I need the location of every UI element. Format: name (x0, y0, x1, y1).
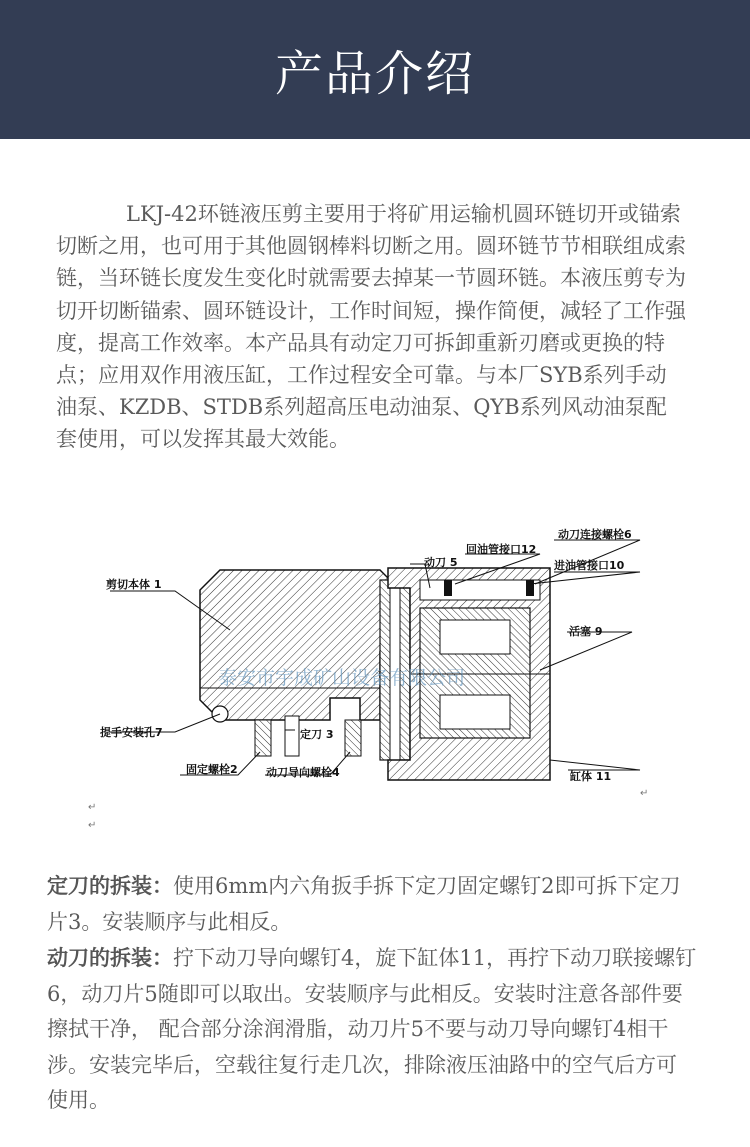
intro-text: LKJ-42环链液压剪主要用于将矿用运输机圆环链切开或锚索切断之用，也可用于其他圆钢棒料切断之用。圆环链节节相联组成索链，当环链长度发生变化时就需要去掉某一节圆环链。本液压剪专为切开切断锚索、圆环链设计，工作时间短，操作简便，减轻了工作强度，提高工作效率。本产品具有动定刀可拆卸重新刃磨或更换的特点；应用双作用液压缸，工作过程安全可靠。与本厂SYB系列手动油泵、KZDB、STDB系列超高压电动油泵、QYB系列风动油泵配套使用，可以发挥其最大效能。 (56, 202, 686, 452)
fixing-bolt-2-shape (255, 720, 271, 756)
label-fixing-bolt: 固定螺栓2 (186, 763, 238, 776)
intro-paragraph (56, 198, 686, 456)
diagram-svg (80, 520, 680, 830)
label-inlet: 进油管接口10 (554, 559, 625, 572)
paragraph-mark: ↵ (88, 820, 97, 831)
technical-diagram (80, 520, 680, 830)
shear-body-shape (200, 570, 392, 720)
guide-bolt-4-shape (345, 720, 361, 756)
moving-blade-text: 拧下动刀导向螺钉4，旋下缸体11，再拧下动刀联接螺钉6，动刀片5随即可以取出。安装顺序与此相反。安装时注意各部件要擦拭干净， 配合部分涂润滑脂，动刀片5不要与动刀导向螺钉4相干涉。安装完毕后，空载往复行走几次，排除液压油路中的空气后方可使用。 (47, 946, 697, 1112)
label-handle-hole: 提手安装孔7 (100, 726, 163, 739)
moving-blade-heading: 动刀的拆装： (47, 945, 173, 970)
moving-blade-instructions (47, 940, 697, 1119)
paragraph-mark: ↵ (88, 802, 97, 813)
label-shear-body: 剪切本体 1 (106, 578, 162, 591)
instructions-section (47, 868, 697, 1119)
watermark-text: 泰安市宇成矿山设备有限公司 (218, 667, 466, 689)
page-title: 产品介绍 (274, 46, 475, 102)
fixed-blade-heading: 定刀的拆装： (47, 873, 173, 898)
label-piston: 活塞 9 (569, 625, 603, 638)
label-moving-blade: 动刀 5 (424, 556, 458, 569)
label-return-port: 回油管接口12 (466, 543, 537, 556)
label-fixed-blade: 定刀 3 (300, 728, 334, 741)
fixed-blade-3-shape (285, 716, 299, 756)
fixed-blade-text: 使用6mm内六角扳手拆下定刀固定螺钉2即可拆下定刀片3。安装顺序与此相反。 (47, 874, 681, 934)
label-guide-bolt: 动刀导向螺栓4 (266, 766, 340, 779)
label-connect-bolt: 动刀连接螺栓6 (558, 528, 632, 541)
page-header (0, 0, 750, 139)
paragraph-mark: ↵ (640, 788, 649, 799)
fixed-blade-instructions (47, 868, 697, 940)
label-cylinder: 缸体 11 (570, 770, 612, 783)
